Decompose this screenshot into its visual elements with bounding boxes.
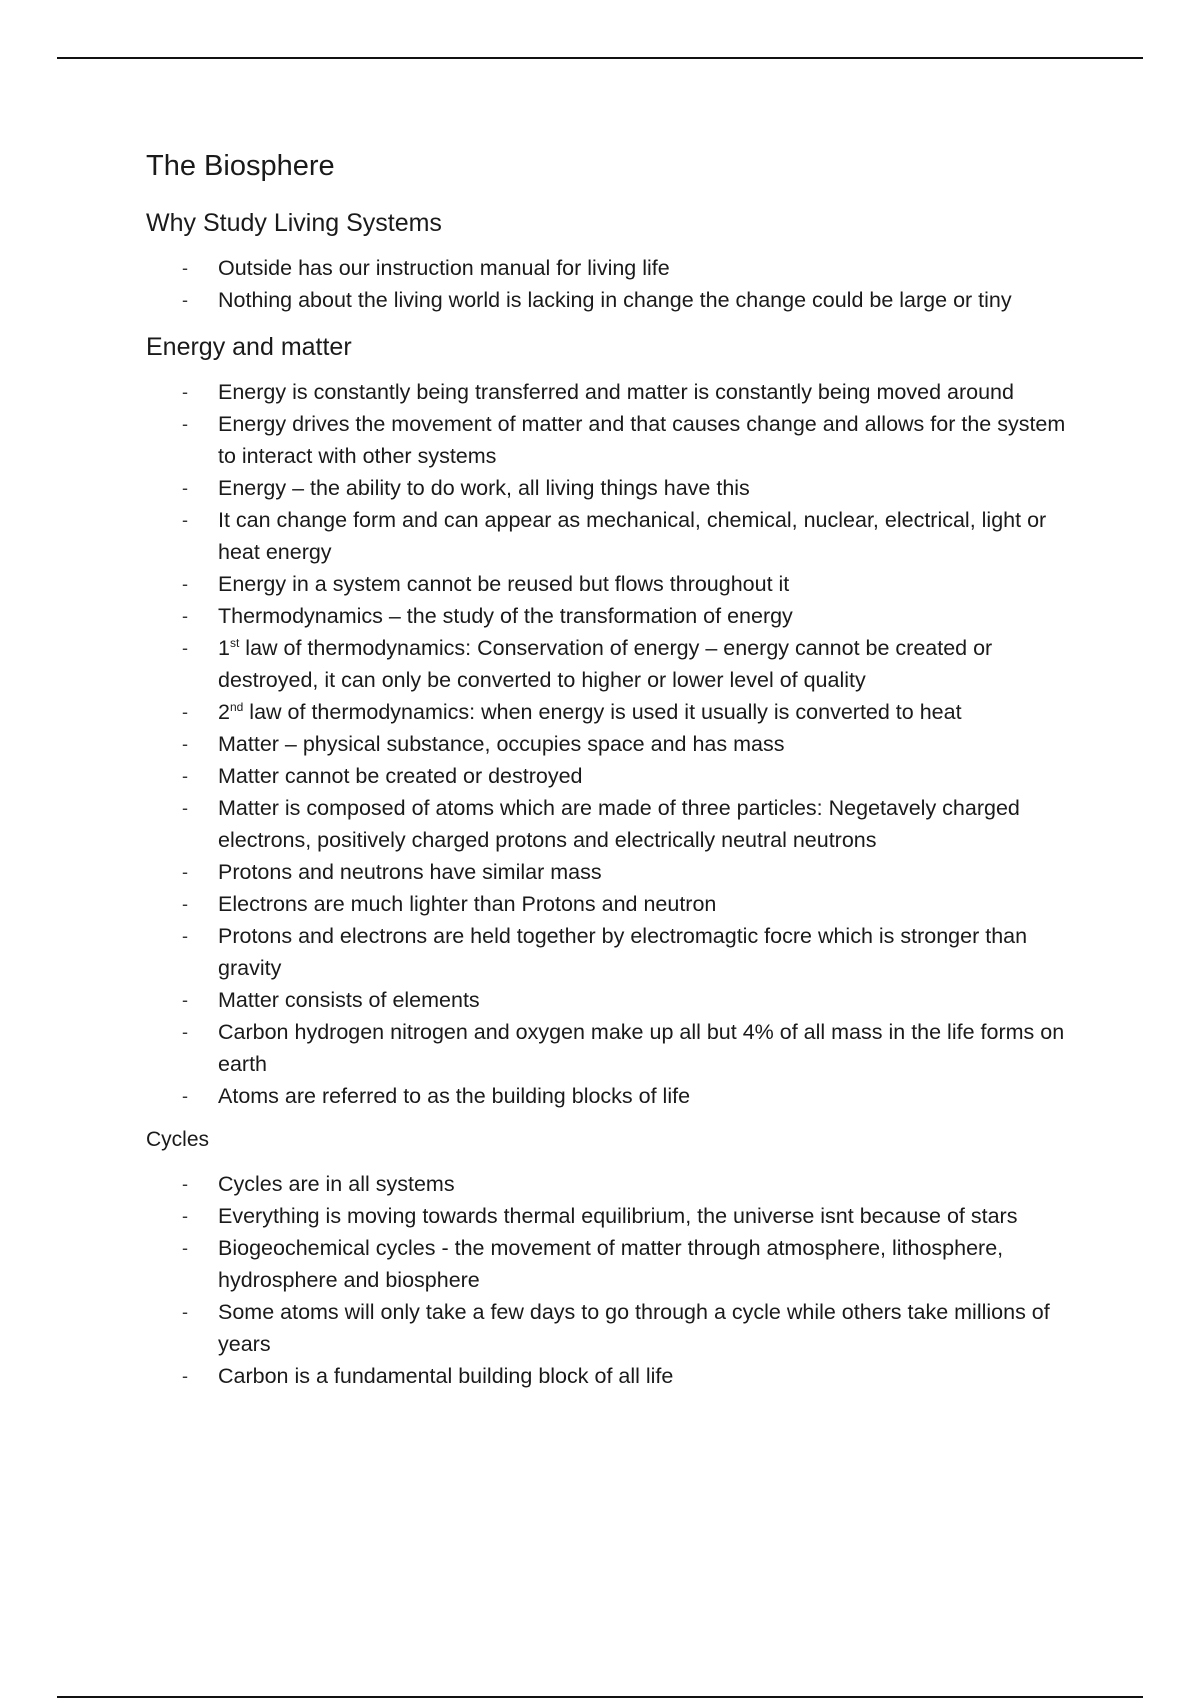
list-item-text: Nothing about the living world is lacking in change the change could be large or tiny (218, 288, 1012, 312)
list-item-ordinal: 1 (218, 636, 230, 660)
bullet-dash: - (182, 766, 188, 786)
bullet-dash: - (182, 290, 188, 310)
bullet-dash: - (182, 1302, 188, 1322)
list-item (146, 920, 1086, 984)
page-title: The Biosphere (146, 150, 335, 182)
list-item-text: Matter – physical substance, occupies space and has mass (218, 732, 785, 756)
list-item-text: Atoms are referred to as the building blocks of life (218, 1084, 691, 1108)
list-item-ordinal: 2 (218, 700, 230, 724)
list-item (146, 376, 1086, 408)
heading-why-study: Why Study Living Systems (146, 209, 442, 237)
list-item-text: It can change form and can appear as mechanical, chemical, nuclear, electrical, light or heat energy (218, 508, 1047, 564)
list-item-text: Energy drives the movement of matter and that causes change and allows for the system to interact with other systems (218, 412, 1066, 468)
list-item-text: Energy – the ability to do work, all living things have this (218, 476, 750, 500)
bullet-dash: - (182, 990, 188, 1010)
bullet-dash: - (182, 606, 188, 626)
list-cycles (146, 1168, 1086, 1392)
top-rule (57, 57, 1143, 59)
list-item-text: Carbon is a fundamental building block of all life (218, 1364, 674, 1388)
list-item-text: Outside has our instruction manual for living life (218, 256, 670, 280)
bullet-dash: - (182, 1238, 188, 1258)
list-item (146, 1200, 1086, 1232)
list-item (146, 1296, 1086, 1360)
list-item-text: Protons and electrons are held together by electromagtic focre which is stronger than gravity (218, 924, 1028, 980)
list-item-text: Some atoms will only take a few days to go through a cycle while others take millions of years (218, 1300, 1050, 1356)
list-item-text: Cycles are in all systems (218, 1172, 455, 1196)
list-item (146, 472, 1086, 504)
list-item-text: Thermodynamics – the study of the transformation of energy (218, 604, 793, 628)
list-item-text: law of thermodynamics: when energy is used it usually is converted to heat (243, 700, 962, 724)
list-item (146, 504, 1086, 568)
bullet-dash: - (182, 926, 188, 946)
bullet-dash: - (182, 862, 188, 882)
list-item (146, 696, 1086, 728)
bullet-dash: - (182, 510, 188, 530)
heading-energy-matter: Energy and matter (146, 333, 352, 361)
list-item (146, 632, 1086, 696)
list-item (146, 1232, 1086, 1296)
bullet-dash: - (182, 1174, 188, 1194)
list-item (146, 984, 1086, 1016)
list-item-text: Biogeochemical cycles - the movement of matter through atmosphere, lithosphere, hydrosphere and biosphere (218, 1236, 1004, 1292)
bullet-dash: - (182, 1086, 188, 1106)
ordinal-suffix: nd (229, 699, 244, 714)
list-item (146, 760, 1086, 792)
list-item (146, 252, 1086, 284)
list-item (146, 728, 1086, 760)
bullet-dash: - (182, 478, 188, 498)
bullet-dash: - (182, 258, 188, 278)
list-item (146, 568, 1086, 600)
list-item (146, 1360, 1086, 1392)
list-item (146, 888, 1086, 920)
bullet-dash: - (182, 1022, 188, 1042)
list-item-text: Electrons are much lighter than Protons and neutron (218, 892, 717, 916)
bullet-dash: - (182, 734, 188, 754)
bullet-dash: - (182, 382, 188, 402)
bullet-dash: - (182, 574, 188, 594)
bullet-dash: - (182, 702, 188, 722)
list-why-study (146, 252, 1086, 316)
list-item-text: Energy is constantly being transferred and matter is constantly being moved around (218, 380, 1014, 404)
list-item-text: Matter is composed of atoms which are made of three particles: Negetavely charged electrons, positively charged protons and electrically neutral neutrons (218, 796, 1020, 852)
bullet-dash: - (182, 638, 188, 658)
ordinal-suffix: st (229, 635, 240, 650)
list-item (146, 1080, 1086, 1112)
bullet-dash: - (182, 798, 188, 818)
list-item (146, 1168, 1086, 1200)
list-item (146, 1016, 1086, 1080)
document-body (146, 146, 1086, 1406)
list-item-text: Everything is moving towards thermal equilibrium, the universe isnt because of stars (218, 1204, 1018, 1228)
heading-cycles: Cycles (146, 1128, 210, 1151)
list-item (146, 600, 1086, 632)
list-item-text: Carbon hydrogen nitrogen and oxygen make up all but 4% of all mass in the life forms on earth (218, 1020, 1065, 1076)
bottom-rule (57, 1696, 1143, 1698)
list-item (146, 284, 1086, 316)
list-item-text: Matter consists of elements (218, 988, 480, 1012)
bullet-dash: - (182, 1366, 188, 1386)
list-item-text: Energy in a system cannot be reused but flows throughout it (218, 572, 790, 596)
list-item (146, 856, 1086, 888)
list-energy-matter (146, 376, 1086, 1112)
list-item (146, 408, 1086, 472)
list-item-text: Matter cannot be created or destroyed (218, 764, 583, 788)
bullet-dash: - (182, 894, 188, 914)
bullet-dash: - (182, 1206, 188, 1226)
list-item-text: Protons and neutrons have similar mass (218, 860, 602, 884)
list-item (146, 792, 1086, 856)
list-item-text: law of thermodynamics: Conservation of energy – energy cannot be created or destroyed, it can only be converted to higher or lower level of quality (218, 636, 993, 692)
bullet-dash: - (182, 414, 188, 434)
